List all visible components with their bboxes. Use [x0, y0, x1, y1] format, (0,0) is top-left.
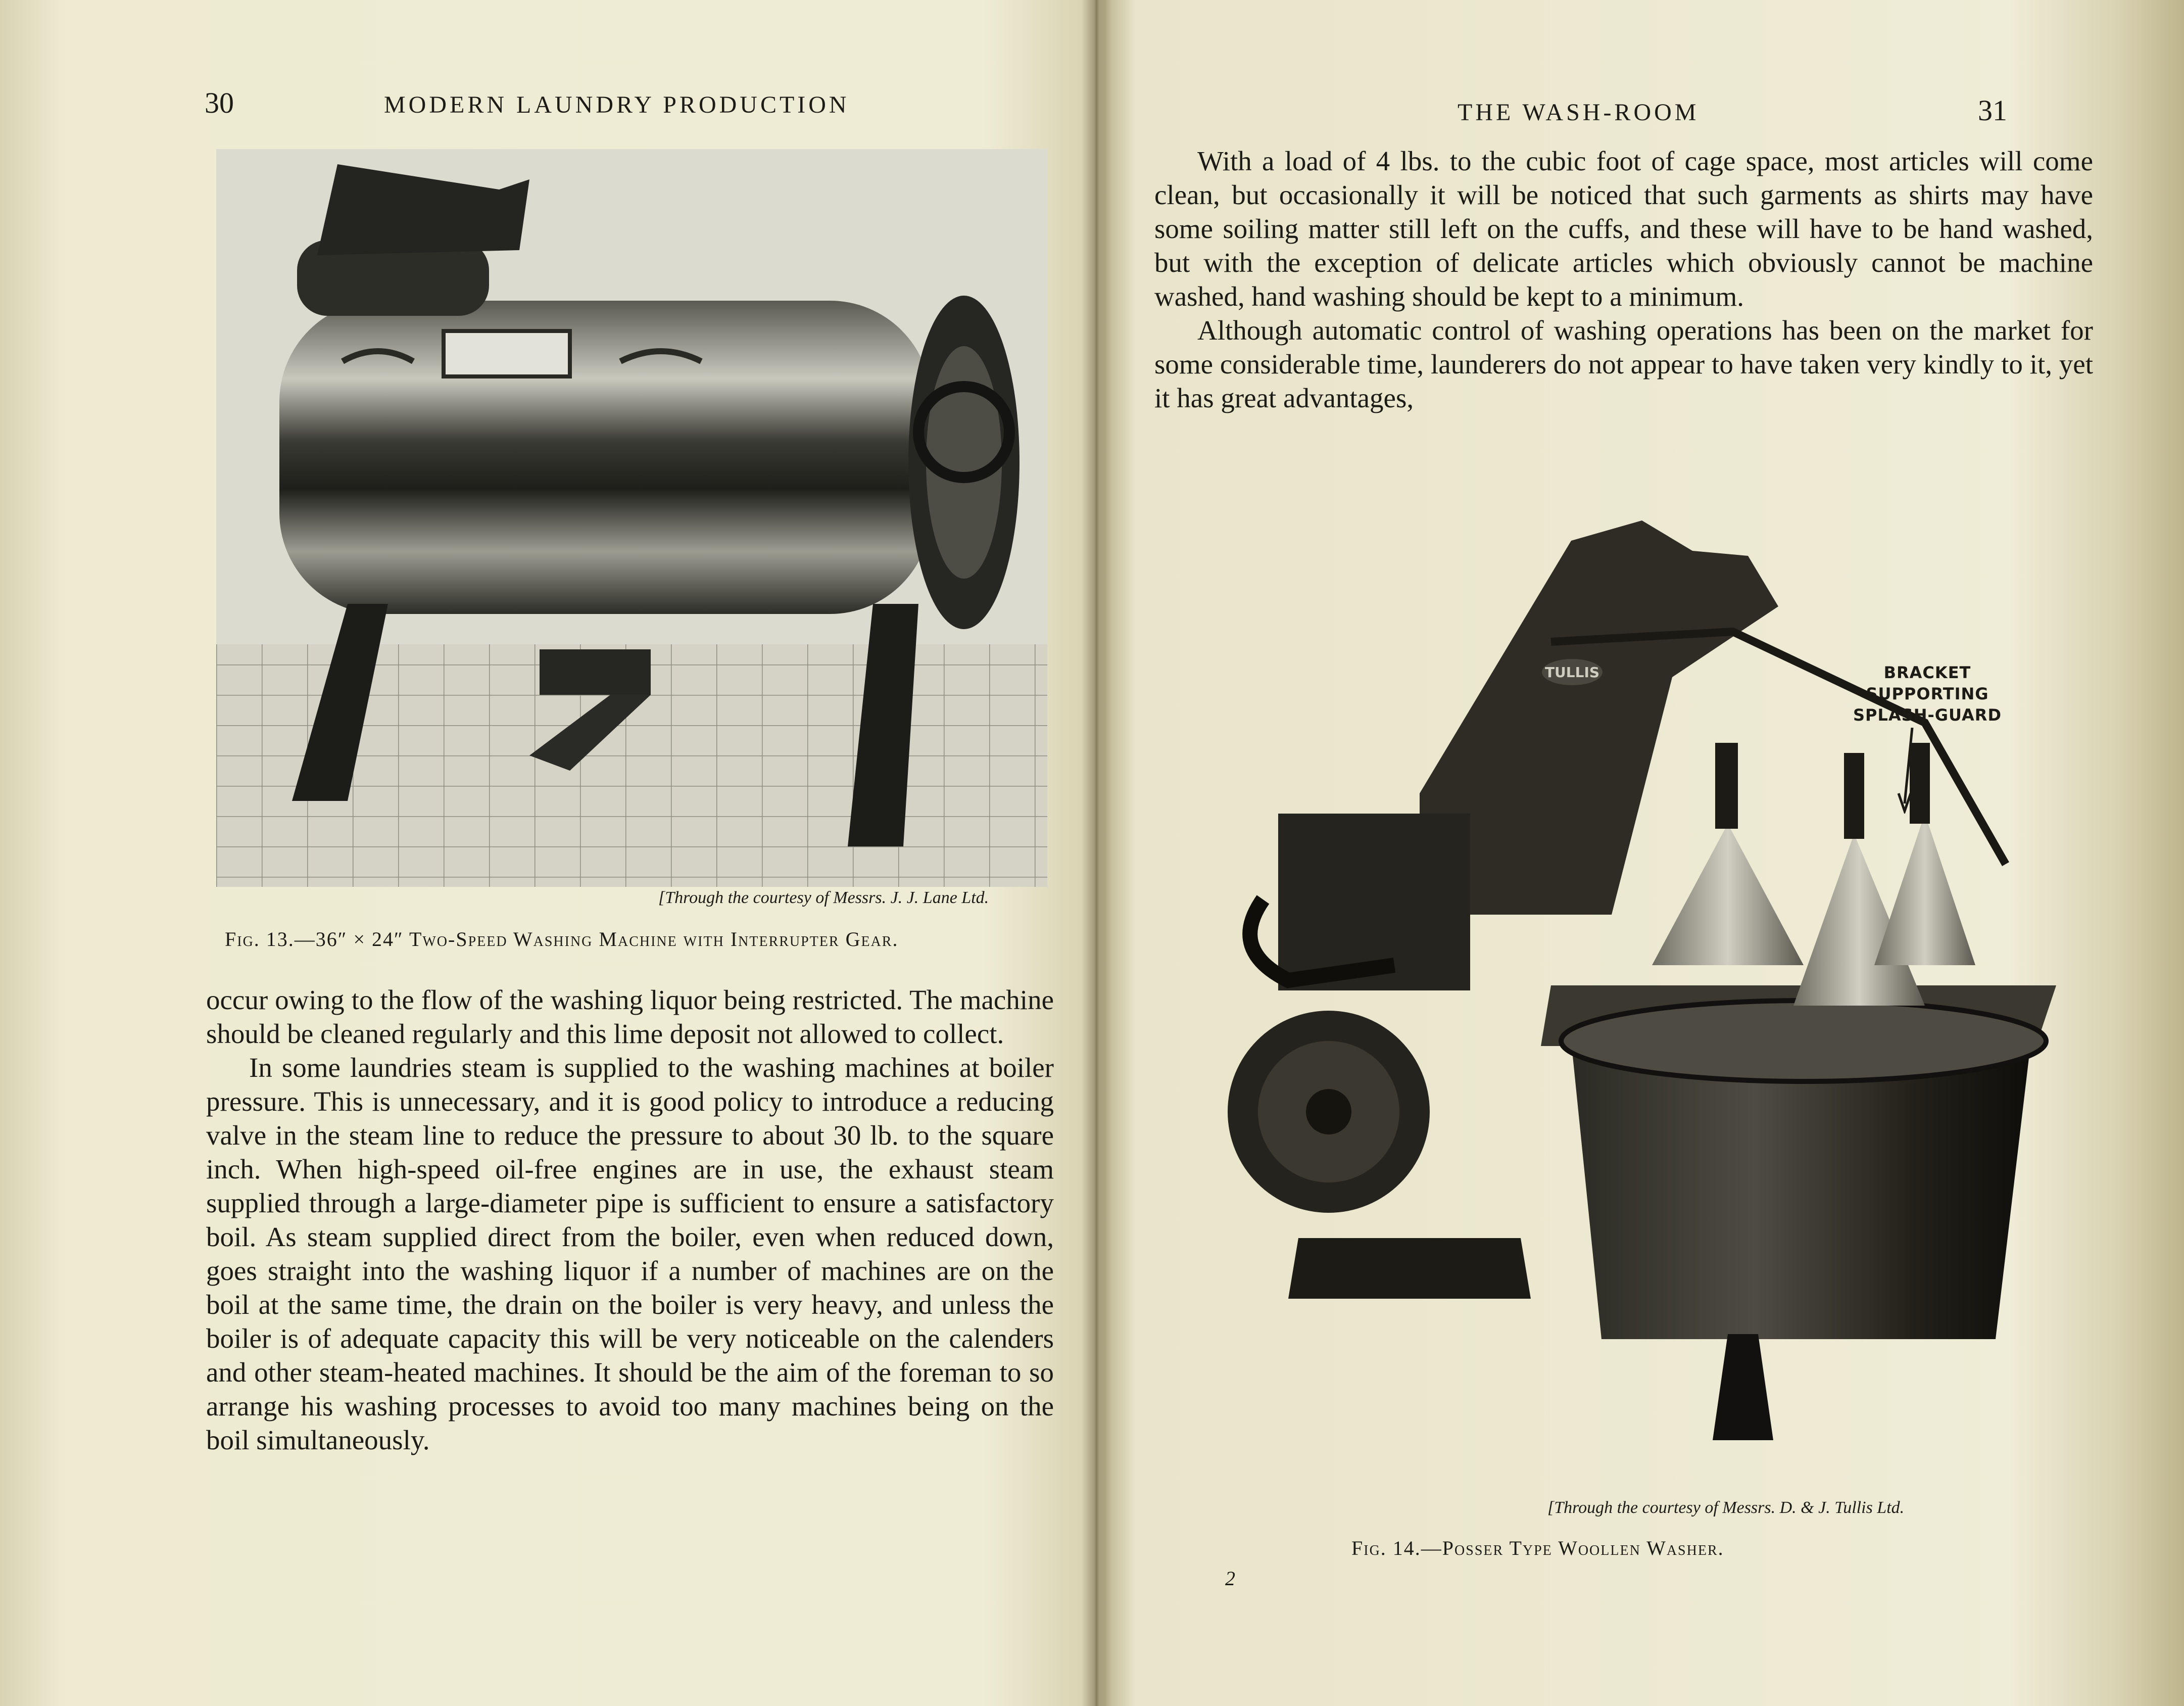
maker-plate: TULLIS — [1544, 664, 1600, 681]
figure-13-credit: [Through the courtesy of Messrs. J. J. Lane Ltd. — [658, 888, 989, 907]
bracket-annotation — [1847, 662, 2008, 726]
annotation-line: SPLASH-GUARD — [1853, 705, 2002, 725]
signature-mark: 2 — [1225, 1567, 1235, 1590]
right-page — [1096, 0, 2184, 1706]
page-number: 30 — [205, 86, 234, 119]
right-body-text — [1154, 144, 2093, 415]
figure-13-photo — [216, 149, 1047, 887]
paragraph: occur owing to the flow of the washing liquor being restricted. The machine should be cleaned regularly and this lime deposit not allowed to collect. — [206, 984, 1054, 1049]
figure-14-credit: [Through the courtesy of Messrs. D. & J. Tullis Ltd. — [1547, 1498, 1905, 1517]
figure-13-caption: Fig. 13.—36″ × 24″ Two-Speed Washing Machine with Interrupter Gear. — [225, 928, 899, 951]
paragraph: Although automatic control of washing operations has been on the market for some considerable time, launderers do not appear to have taken very kindly to it, yet it has great advantages, — [1154, 315, 2093, 413]
annotation-line: SUPPORTING — [1866, 684, 1989, 703]
figure-14-caption: Fig. 14.—Posser Type Woollen Washer. — [1351, 1537, 1724, 1559]
paragraph: In some laundries steam is supplied to the washing machines at boiler pressure. This is unnecessary, and it is good policy to introduce a reducing valve in the steam line to reduce the pressure to about 30 lb. to the square inch. When high-speed oil-free engines are in use, the exhaust steam supplied through a large-diameter pipe is sufficient to ensure a satisfactory boil. As steam supplied direct from the boiler, even when reduced down, goes straight into the washing liquor if a number of machines are on the boil at the same time, the drain on the boiler is very heavy, and unless the boiler is of adequate capacity this will be very noticeable on the calenders and other steam-heated machines. It should be the aim of the foreman to so arrange his washing processes to avoid too many machines being on the boil simultaneously. — [206, 1052, 1054, 1455]
page-number: 31 — [1978, 94, 2007, 127]
left-body-text — [206, 983, 1054, 1457]
running-head: THE WASH-ROOM — [1458, 99, 1700, 126]
paragraph: With a load of 4 lbs. to the cubic foot of cage space, most articles will come clean, but occasionally it will be noticed that such garments as shirts may have some soiling matter still left on the cuffs, and these will have to be hand washed, but with the exception of delicate articles which obviously cannot be machine washed, hand washing should be kept to a minimum. — [1154, 146, 2093, 312]
running-head: MODERN LAUNDRY PRODUCTION — [384, 91, 850, 118]
annotation-line: BRACKET — [1883, 663, 1971, 682]
annotation-arrow-icon — [1895, 728, 1925, 814]
washing-machine-illustration — [216, 149, 1047, 887]
figure-14-illustration — [1137, 480, 2097, 1481]
